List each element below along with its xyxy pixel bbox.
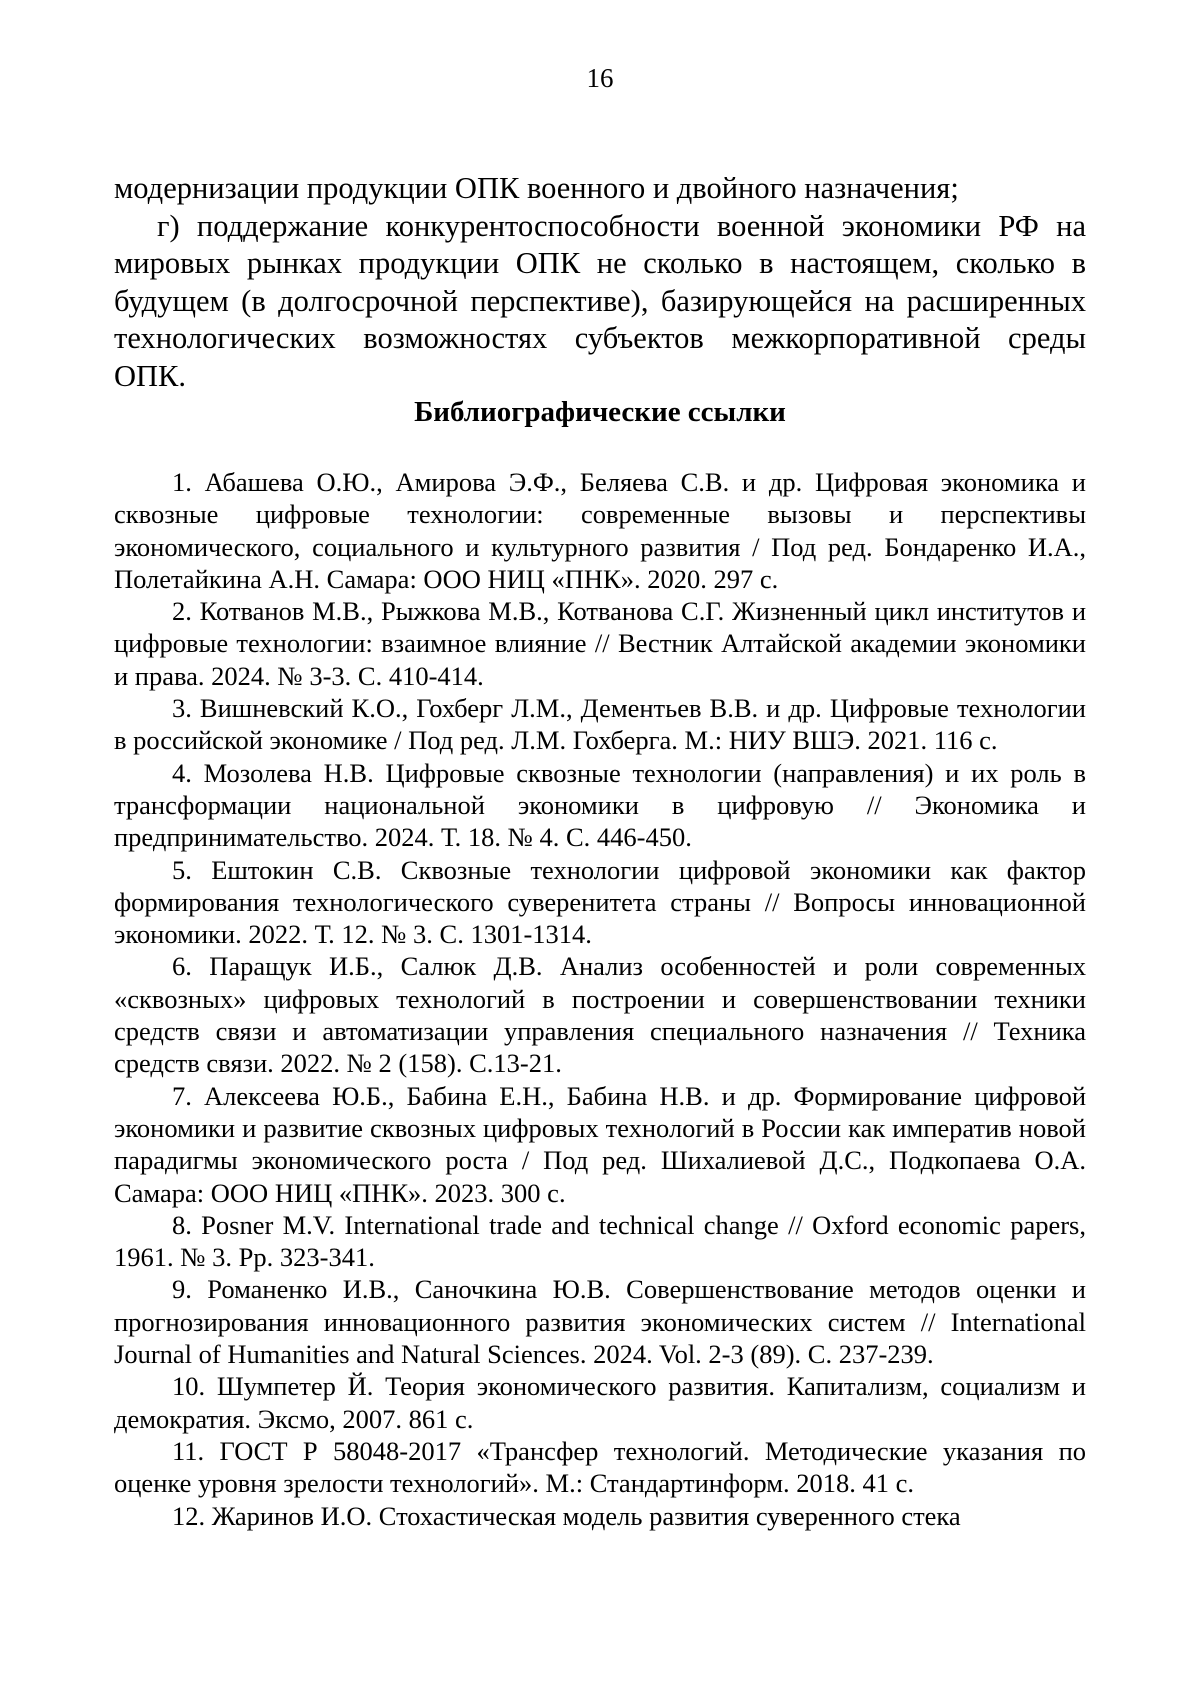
page-number: 16: [586, 63, 614, 93]
reference-item: 10. Шумпетер Й. Теория экономического развития. Капитализм, социализм и демократия. Эксмо, 2007. 861 с.: [114, 1371, 1086, 1434]
reference-item: 11. ГОСТ Р 58048-2017 «Трансфер технологий. Методические указания по оценке уровня зрелости технологий». М.: Стандартинформ. 2018. 41 с.: [114, 1435, 1086, 1499]
reference-item: 4. Мозолева Н.В. Цифровые сквозные технологии (направления) и их роль в трансформации национальной экономики в цифровую // Экономика и предпринимательство. 2024. Т. 18. № 4. С. 446-450.: [114, 757, 1086, 853]
body-text: [114, 170, 1086, 395]
reference-item: 5. Ештокин С.В. Сквозные технологии цифровой экономики как фактор формирования технологического суверенитета страны // Вопросы инновационной экономики. 2022. Т. 12. № 3. С. 1301-1314.: [114, 854, 1086, 950]
reference-item: 9. Романенко И.В., Саночкина Ю.В. Совершенствование методов оценки и прогнозирования инновационного развития экономических систем // International Journal of Humanities and Natural Sciences. 2024. Vol. 2-3 (89). С. 237-239.: [114, 1274, 1086, 1370]
reference-item: 7. Алексеева Ю.Б., Бабина Е.Н., Бабина Н.В. и др. Формирование цифровой экономики и развитие сквозных цифровых технологий в России как императив новой парадигмы экономического роста / Под ред. Шихалиевой Д.С., Подкопаева О.А. Самара: ООО НИЦ «ПНК». 2023. 300 с.: [114, 1080, 1086, 1208]
reference-item: 8. Posner M.V. International trade and technical change // Oxford economic papers, 1961. № 3. Pp. 323-341.: [114, 1209, 1086, 1273]
body-paragraph: г) поддержание конкурентоспособности военной экономики РФ на мировых рынках продукции ОПК не сколько в настоящем, сколько в будущем (в долгосрочной перспективе), базирующейся на расширенных технологических возможностях субъектов межкорпоративной среды ОПК.: [114, 208, 1086, 393]
reference-item: 3. Вишневский К.О., Гохберг Л.М., Дементьев В.В. и др. Цифровые технологии в российской экономике / Под ред. Л.М. Гохберга. М.: НИУ ВШЭ. 2021. 116 с.: [114, 693, 1086, 756]
references-list: [114, 466, 1086, 1532]
reference-item: 6. Паращук И.Б., Салюк Д.В. Анализ особенностей и роли современных «сквозных» цифровых технологий в построении и совершенствовании техники средств связи и автоматизации управления специального назначения // Техника средств связи. 2022. № 2 (158). С.13-21.: [114, 951, 1086, 1079]
reference-item: 2. Котванов М.В., Рыжкова М.В., Котванова С.Г. Жизненный цикл институтов и цифровые технологии: взаимное влияние // Вестник Алтайской академии экономики и права. 2024. № 3-3. С. 410-414.: [114, 596, 1086, 691]
body-paragraph: модернизации продукции ОПК военного и двойного назначения;: [114, 171, 959, 205]
reference-item: 12. Жаринов И.О. Стохастическая модель развития суверенного стека: [172, 1500, 961, 1531]
reference-item: 1. Абашева О.Ю., Амирова Э.Ф., Беляева С.В. и др. Цифровая экономика и сквозные цифровые технологии: современные вызовы и перспективы экономического, социального и культурного развития / Под ред. Бондаренко И.А., Полетайкина А.Н. Самара: ООО НИЦ «ПНК». 2020. 297 с.: [114, 467, 1086, 594]
references-heading: Библиографические ссылки: [414, 396, 786, 428]
